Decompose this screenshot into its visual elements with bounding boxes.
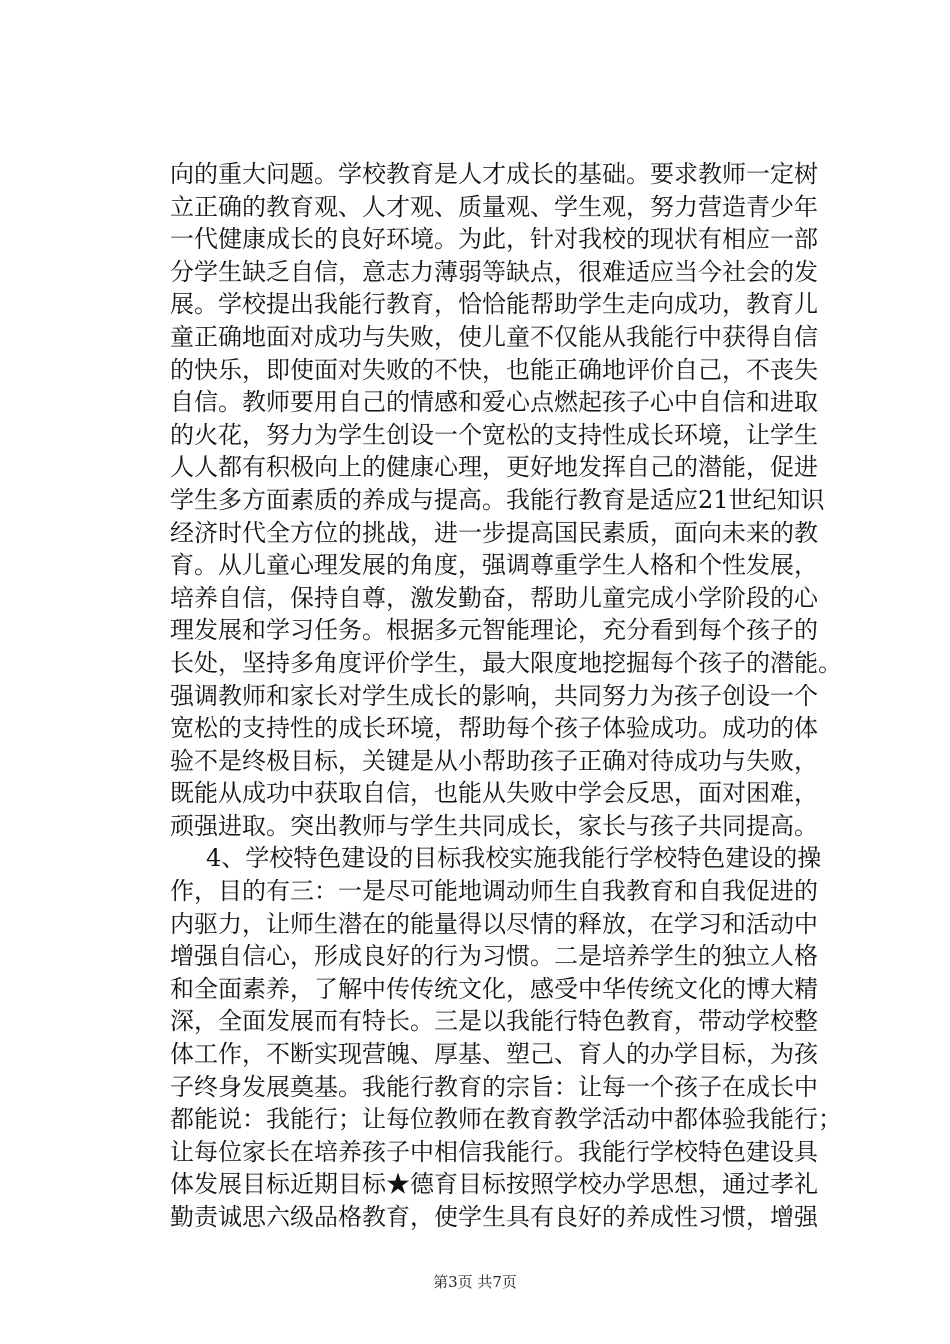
text-line: 深，全面发展而有特长。三是以我能行特色教育，带动学校整 xyxy=(170,1007,818,1036)
text-line: 都能说：我能行；让每位教师在教育教学活动中都体验我能行； xyxy=(170,1105,842,1134)
text-line: 顽强进取。突出教师与学生共同成长，家长与孩子共同提高。 xyxy=(170,811,818,840)
text-line: 培养自信，保持自尊，激发勤奋，帮助儿童完成小学阶段的心 xyxy=(170,583,818,612)
text-line: 人人都有积极向上的健康心理，更好地发挥自己的潜能，促进 xyxy=(170,453,818,482)
text-line: 立正确的教育观、人才观、质量观、学生观，努力营造青少年 xyxy=(170,192,818,221)
text-line: 宽松的支持性的成长环境，帮助每个孩子体验成功。成功的体 xyxy=(170,714,818,743)
text-line: 长处，坚持多角度评价学生，最大限度地挖掘每个孩子的潜能。 xyxy=(170,648,842,677)
text-line: 和全面素养，了解中传传统文化，感受中华传统文化的博大精 xyxy=(170,974,818,1003)
text-line: 勤责诚思六级品格教育，使学生具有良好的养成性习惯，增强 xyxy=(170,1203,818,1231)
text-line: 育。从儿童心理发展的角度，强调尊重学生人格和个性发展， xyxy=(170,551,818,580)
text-line: 展。学校提出我能行教育，恰恰能帮助学生走向成功，教育儿 xyxy=(170,290,818,319)
text-line: 让每位家长在培养孩子中相信我能行。我能行学校特色建设具 xyxy=(170,1137,818,1166)
text-line: 经济时代全方位的挑战，进一步提高国民素质，面向未来的教 xyxy=(170,518,818,547)
text-line: 的快乐，即使面对失败的不快，也能正确地评价自己，不丧失 xyxy=(170,355,818,384)
text-line: 的火花，努力为学生创设一个宽松的支持性成长环境，让学生 xyxy=(170,420,818,449)
page-footer xyxy=(0,1272,950,1292)
text-line: 强调教师和家长对学生成长的影响，共同努力为孩子创设一个 xyxy=(170,681,818,710)
text-line-paragraph-start: 4、学校特色建设的目标我校实施我能行学校特色建设的操 xyxy=(206,844,822,873)
text-line: 分学生缺乏自信，意志力薄弱等缺点，很难适应当今社会的发 xyxy=(170,257,818,286)
text-line: 童正确地面对成功与失败，使儿童不仅能从我能行中获得自信 xyxy=(170,322,818,351)
body-text xyxy=(170,158,842,1234)
text-line: 内驱力，让师生潜在的能量得以尽情的释放，在学习和活动中 xyxy=(170,909,818,938)
text-line: 子终身发展奠基。我能行教育的宗旨：让每一个孩子在成长中 xyxy=(170,1072,818,1101)
page-number: 第3页 共7页 xyxy=(433,1273,517,1291)
text-line: 作，目的有三：一是尽可能地调动师生自我教育和自我促进的 xyxy=(170,877,818,906)
text-line: 向的重大问题。学校教育是人才成长的基础。要求教师一定树 xyxy=(170,160,818,188)
text-line: 体发展目标近期目标★德育目标按照学校办学思想，通过孝礼 xyxy=(170,1170,818,1199)
text-line: 理发展和学习任务。根据多元智能理论，充分看到每个孩子的 xyxy=(170,616,818,645)
text-line: 验不是终极目标，关键是从小帮助孩子正确对待成功与失败， xyxy=(170,746,818,775)
text-line: 一代健康成长的良好环境。为此，针对我校的现状有相应一部 xyxy=(170,225,818,254)
text-line: 学生多方面素质的养成与提高。我能行教育是适应21世纪知识 xyxy=(170,485,825,514)
text-line: 增强自信心，形成良好的行为习惯。二是培养学生的独立人格 xyxy=(170,942,818,971)
text-line: 既能从成功中获取自信，也能从失败中学会反思，面对困难， xyxy=(170,779,818,808)
text-line: 体工作，不断实现营魄、厚基、塑己、育人的办学目标，为孩 xyxy=(170,1040,818,1069)
text-line: 自信。教师要用自己的情感和爱心点燃起孩子心中自信和进取 xyxy=(170,388,818,417)
